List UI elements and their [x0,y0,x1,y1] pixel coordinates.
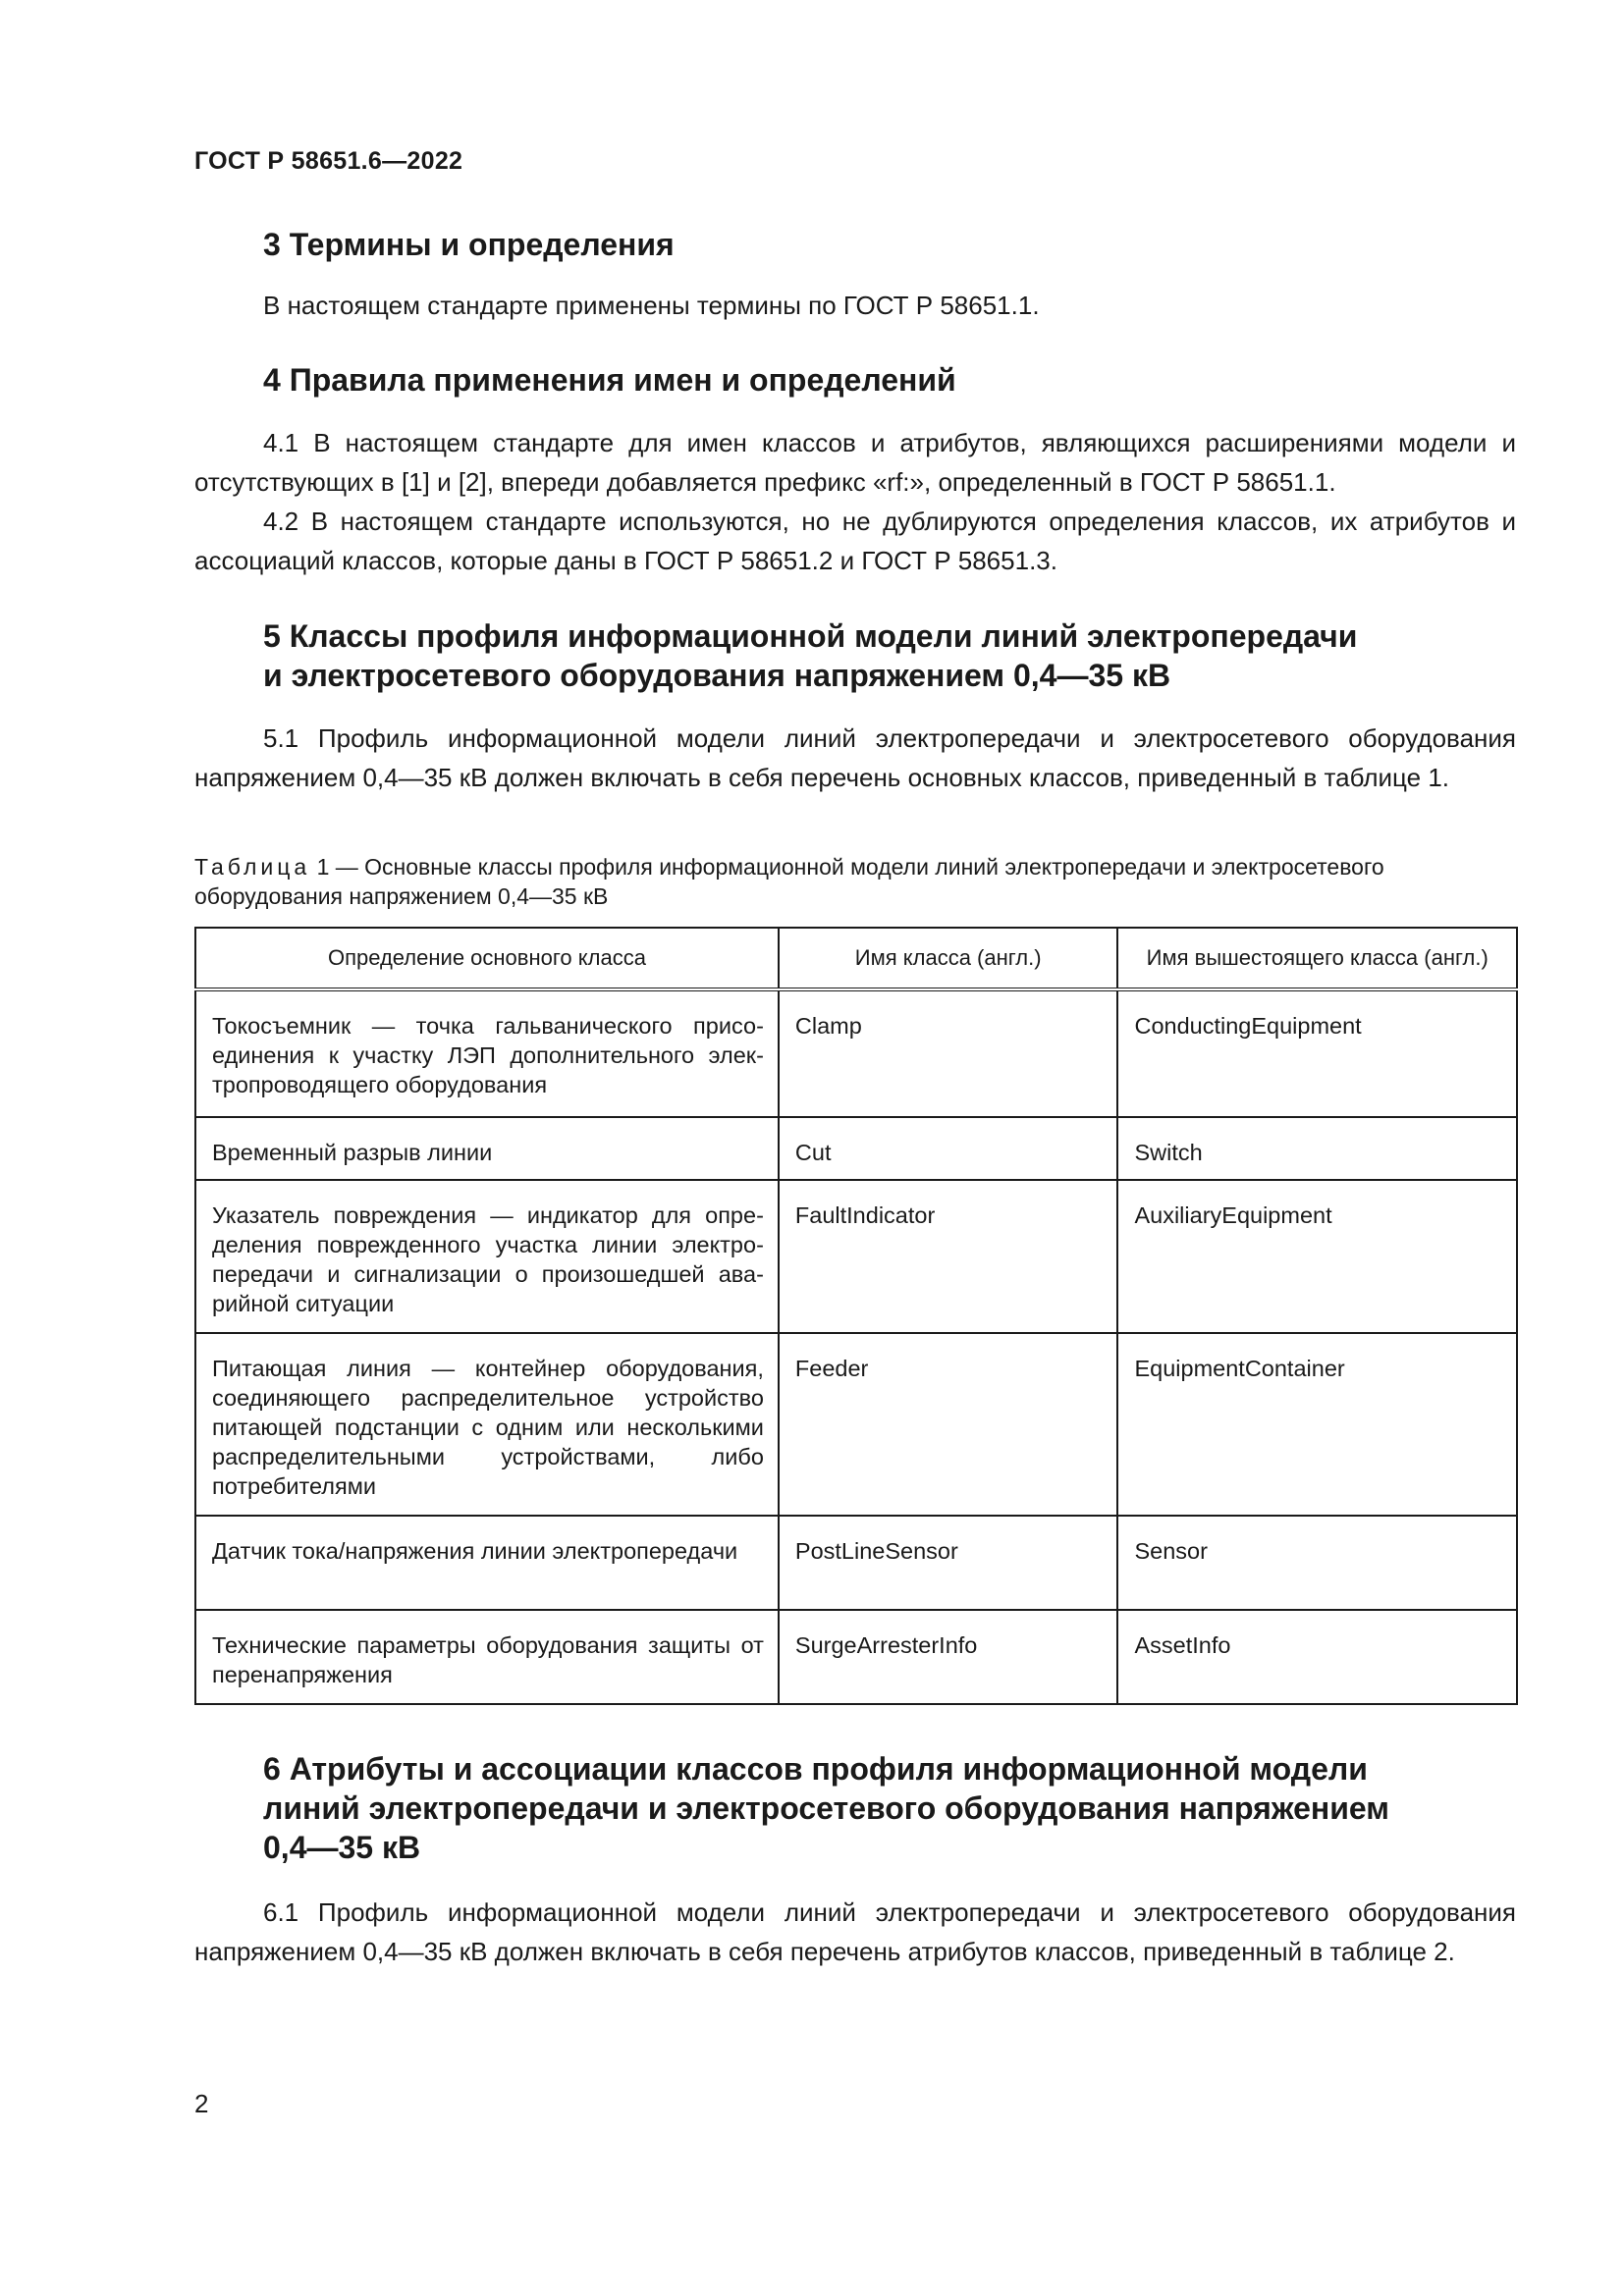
cell-definition: Датчик тока/напряжения линии электропередачи [195,1516,779,1610]
cell-parent-class: AuxiliaryEquipment [1117,1180,1517,1333]
section-4-paragraph-2: 4.2 В настоящем стандарте используются, но не дублируются определения классов, их атрибутов и ассоциаций классов, которые даны в ГОСТ Р 58651.2 и ГОСТ Р 58651.3. [194,507,1516,575]
section-6-title-line-2: линий электропередачи и электросетевого оборудования напряжением [263,1790,1389,1826]
table-row [195,1117,1517,1180]
cell-definition: Указатель повреждения — индикатор для определения поврежденного участка линии электропередачи и сигнализации о произошедшей аварийной ситуации [195,1180,779,1333]
cell-definition: Технические параметры оборудования защиты от перенапряжения [195,1610,779,1704]
cell-class-name: Clamp [779,989,1118,1117]
table-row [195,1180,1517,1333]
section-6-title-line-1: 6 Атрибуты и ассоциации классов профиля информационной модели [263,1751,1368,1787]
cell-definition: Питающая линия — контейнер оборудования, соединяющего распределительное устройство питающей подстанции с одним или несколькими распределительными устройствами, либо потребителями [195,1333,779,1516]
section-5-paragraph-1: 5.1 Профиль информационной модели линий электропередачи и электросетевого оборудования напряжением 0,4—35 кВ должен включать в себя перечень основных классов, приведенный в таблице 1. [194,723,1516,792]
column-header-definition: Определение основного класса [195,928,779,989]
section-5-title-line-2: и электросетевого оборудования напряжением 0,4—35 кВ [263,658,1171,693]
section-4-paragraph-1: 4.1 В настоящем стандарте для имен классов и атрибутов, являющихся расширениями модели и отсутствующих в [1] и [2], впереди добавляется префикс «rf:», определенный в ГОСТ Р 58651.1. [194,428,1516,497]
table-row [195,1516,1517,1610]
cell-parent-class: Sensor [1117,1516,1517,1610]
standard-header: ГОСТ Р 58651.6—2022 [194,147,463,175]
cell-class-name: FaultIndicator [779,1180,1118,1333]
table-row [195,1333,1517,1516]
section-3-title: 3 Термины и определения [263,227,675,262]
cell-class-name: Cut [779,1117,1118,1180]
cell-parent-class: AssetInfo [1117,1610,1517,1704]
section-5-title-line-1: 5 Классы профиля информационной модели линий электропередачи [263,618,1358,654]
table-1-caption [194,852,1516,911]
table-row [195,989,1517,1117]
section-6-title-line-3: 0,4—35 кВ [263,1830,421,1865]
table-row [195,1610,1517,1704]
section-6-paragraph-1: 6.1 Профиль информационной модели линий электропередачи и электросетевого оборудования напряжением 0,4—35 кВ должен включать в себя перечень атрибутов классов, приведенный в таблице 2. [194,1897,1516,1966]
cell-class-name: Feeder [779,1333,1118,1516]
page-number: 2 [194,2089,209,2118]
cell-definition: Токосъемник — точка гальванического присоединения к участку ЛЭП дополнительного электропроводящего оборудования [195,989,779,1117]
table-1-caption-text: 1 — Основные классы профиля информационной модели линий электропередачи и электросетевого оборудования напряжением 0,4—35 кВ [194,854,1384,909]
cell-parent-class: ConductingEquipment [1117,989,1517,1117]
column-header-class-name: Имя класса (англ.) [779,928,1118,989]
table-header-row [195,928,1517,989]
table-1 [194,927,1518,1705]
column-header-parent-class: Имя вышестоящего класса (англ.) [1117,928,1517,989]
section-3-text: В настоящем стандарте применены термины по ГОСТ Р 58651.1. [263,291,1040,320]
cell-parent-class: Switch [1117,1117,1517,1180]
cell-parent-class: EquipmentContainer [1117,1333,1517,1516]
cell-class-name: SurgeArresterInfo [779,1610,1118,1704]
cell-definition: Временный разрыв линии [195,1117,779,1180]
cell-class-name: PostLineSensor [779,1516,1118,1610]
table-1-caption-label: Таблица [194,854,311,880]
section-4-title: 4 Правила применения имен и определений [263,362,956,398]
